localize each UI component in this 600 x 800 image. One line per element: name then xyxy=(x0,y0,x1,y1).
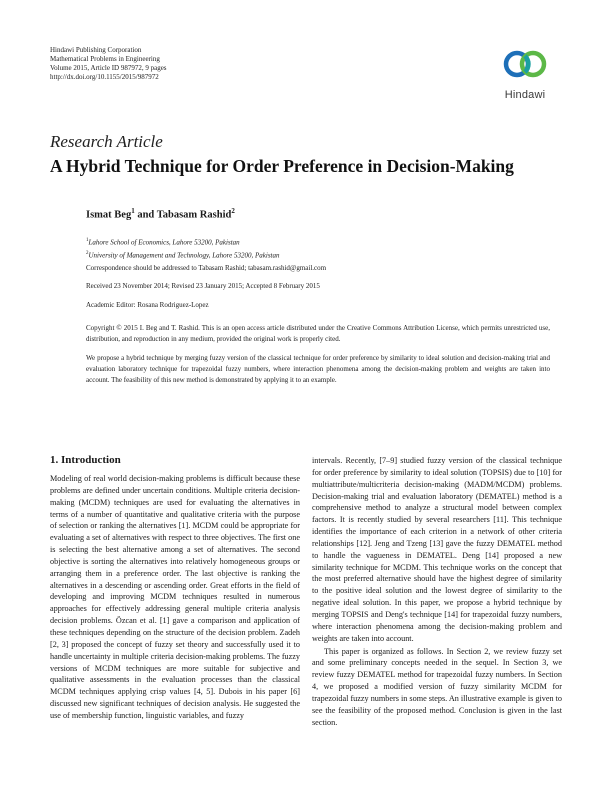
authors xyxy=(86,207,235,221)
body-column-right xyxy=(312,455,562,728)
volume-info: Volume 2015, Article ID 987972, 9 pages xyxy=(50,64,167,72)
author-affil-mark: 2 xyxy=(231,207,235,215)
affiliation-line xyxy=(86,248,280,261)
academic-editor: Academic Editor: Rosana Rodriguez-Lopez xyxy=(86,301,209,309)
doi-link[interactable]: http://dx.doi.org/10.1155/2015/987972 xyxy=(50,73,159,81)
abstract: We propose a hybrid technique by merging fuzzy version of the classical technique for order preference by similarity to ideal solution and decision-making trial and evaluation laboratory technique for trapezoidal fuzzy numbers, where interaction phenomena among the decision-making problem and weights are taken into account. The feasibility of this new method is demonstrated by applying it to an example. xyxy=(86,354,550,384)
affiliation-line xyxy=(86,235,280,248)
author-name: Tabasam Rashid xyxy=(156,209,232,221)
author-separator: and xyxy=(134,209,157,221)
affiliation-mark: 2 xyxy=(86,251,89,257)
received-dates: Received 23 November 2014; Revised 23 January 2015; Accepted 8 February 2015 xyxy=(86,282,320,290)
article-title: A Hybrid Technique for Order Preference in Decision-Making xyxy=(50,156,514,176)
journal-header xyxy=(50,46,167,82)
correspondence: Correspondence should be addressed to Tabasam Rashid; tabasam.rashid@gmail.com xyxy=(86,264,327,272)
author-affil-mark: 1 xyxy=(131,207,135,215)
paragraph: This paper is organized as follows. In Section 2, we review fuzzy set and some preliminary concepts needed in the sequel. In Section 3, we review fuzzy DEMATEL method for trapezoidal fuzzy numbers. In Section 4, we proposed a modified version of fuzzy similarity MCDM for trapezoidal fuzzy numbers in some steps. An illustrative example is given to see the feasibility of the proposed method. Conclusion is given in the last section. xyxy=(312,646,562,727)
section-heading: 1. Introduction xyxy=(50,454,121,466)
publisher-name: Hindawi Publishing Corporation xyxy=(50,46,142,54)
affiliation-text: University of Management and Technology, Lahore 53200, Pakistan xyxy=(88,251,280,260)
paragraph: Modeling of real world decision-making problems is difficult because these problems are defined under uncertain conditions. Multiple criteria decision-making (MCDM) techniques are used for evaluating the alternatives in terms of a number of quantitative and qualitative criteria with the purpose of selection or ranking the alternatives [1]. MCDM could be appropriate for evaluating a set of alternatives with respect to three objectives. The first one is selecting the best alternative among a set of alternatives. The second objective is sorting the alternatives into relatively homogeneous groups or arranging them in a preference order. The last objective is ranking the alternatives in a descending or ascending order. Great efforts in the field of developing and improving MCDM techniques resulted in numerous approaches for effectively addressing general multiple criteria analysis decision problems. Özcan et al. [1] gave a comparison and application of these techniques depending on the structure of the decision problem. Zadeh [2, 3] proposed the concept of fuzzy set theory and successfully used it to handle uncertainty in multiple criteria decision-making problems. The fuzzy versions of MCDM techniques are more suitable for subjective and qualitative assessments in the evaluation processes than the classical MCDM techniques applying crisp values [4, 5]. Dubois in his paper [6] discussed new significant techniques of decision analysis. He suggested the use of membership function, linguistic variables, and fuzzy xyxy=(50,474,300,720)
copyright-notice: Copyright © 2015 I. Beg and T. Rashid. This is an open access article distributed under the Creative Commons Attribution License, which permits unrestricted use, distribution, and reproduction in any medium, provided the original work is properly cited. xyxy=(86,324,550,343)
affiliation-mark: 1 xyxy=(86,238,89,243)
hindawi-logo-text: Hindawi xyxy=(504,89,546,101)
author-name: Ismat Beg xyxy=(86,209,132,221)
affiliation-text: Lahore School of Economics, Lahore 53200, Pakistan xyxy=(88,238,240,247)
affiliations xyxy=(86,235,280,262)
journal-name: Mathematical Problems in Engineering xyxy=(50,55,160,63)
body-column-left xyxy=(50,473,300,722)
paragraph: intervals. Recently, [7–9] studied fuzzy version of the classical technique for order preference by similarity to ideal solution (TOPSIS) due to [10] for multiattribute/multicriteria decision-making (MADM/MCDM) problems. Decision-making trial and evaluation laboratory (DEMATEL) method is a comprehensive method to analyze a structural model between complex factors. It is recently studied by several researchers [11]. This technique identifies the importance of each criterion in a network of other criteria relationships [12]. Jeng and Tzeng [13] gave the fuzzy DEMATEL method to handle the vagueness in DEMATEL. Deng [14] proposed a new similarity technique for MCDM. This technique works on the concept that the most preferred alternative should have the highest degree of similarity to the positive ideal solution and the lowest degree of similarity to the negative ideal solution. In this paper, we propose a hybrid technique by merging TOPSIS and Deng's technique [14] for trapezoidal fuzzy numbers, where interaction phenomena among the decision-making problem and weights are taken into account. xyxy=(312,456,562,643)
article-type: Research Article xyxy=(50,132,163,151)
